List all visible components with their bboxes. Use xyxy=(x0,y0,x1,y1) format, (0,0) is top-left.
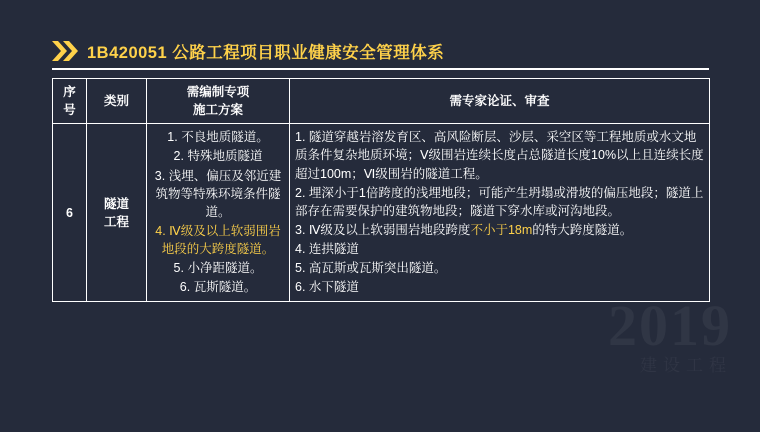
list-item: 1. 隧道穿越岩溶发育区、高风险断层、沙层、采空区等工程地质或水文地质条件复杂地质环境；Ⅴ级围岩连续长度占总隧道长度10%以上且连续长度超过100m；Ⅵ级围岩的隧道工程。 xyxy=(295,130,704,181)
category-line1: 隧道 xyxy=(103,196,129,211)
table-header-row xyxy=(53,79,710,124)
cell-expert-review xyxy=(290,124,710,302)
watermark-year: 2019 xyxy=(608,293,732,358)
list-item: 1. 不良地质隧道。 xyxy=(167,130,269,145)
title-divider xyxy=(52,68,709,70)
header-type: 类别 xyxy=(87,79,147,124)
slide-title-row xyxy=(52,36,712,66)
list-item: 5. 小净距隧道。 xyxy=(173,261,263,276)
list-item: 3. 浅埋、偏压及邻近建筑物等特殊环境条件隧道。 xyxy=(154,168,282,219)
cell-special-plans xyxy=(147,124,290,302)
cell-category xyxy=(87,124,147,302)
content-table-wrap xyxy=(52,78,709,302)
category-line2: 工程 xyxy=(103,214,129,229)
list-item: 4. 连拱隧道 xyxy=(295,242,359,256)
cell-row-number: 6 xyxy=(53,124,87,302)
list-item: 3. Ⅳ级及以上软弱围岩地段跨度不小于18m的特大跨度隧道。 xyxy=(295,222,633,237)
header-plan-line1: 需编制专项 xyxy=(186,85,250,99)
list-item: 2. 特殊地质隧道 xyxy=(173,149,263,164)
double-chevron-icon xyxy=(52,40,78,62)
page-title: 1B420051 公路工程项目职业健康安全管理体系 xyxy=(87,44,445,62)
header-no: 序 号 xyxy=(53,79,87,124)
table-row xyxy=(53,124,710,302)
header-plan-line2: 施工方案 xyxy=(192,103,243,118)
header-expert: 需专家论证、审查 xyxy=(290,79,710,124)
list-item-highlight-text: 4. Ⅳ级及以上软弱围岩地段的大跨度隧道。 xyxy=(155,223,281,256)
list-item: 2. 埋深小于1倍跨度的浅埋地段；可能产生坍塌或滑坡的偏压地段；隧道上部存在需要保护的建筑物地段；隧道下穿水库或河沟地段。 xyxy=(295,185,704,218)
safety-management-table xyxy=(52,78,710,302)
watermark xyxy=(608,293,732,375)
list-item: 6. 水下隧道 xyxy=(295,280,359,295)
list-item-highlight xyxy=(152,222,284,258)
list-item: 6. 瓦斯隧道。 xyxy=(179,280,257,295)
header-plan xyxy=(147,79,290,124)
watermark-subtitle: 建设工程 xyxy=(640,356,732,375)
list-item: 5. 高瓦斯或瓦斯突出隧道。 xyxy=(295,261,447,276)
